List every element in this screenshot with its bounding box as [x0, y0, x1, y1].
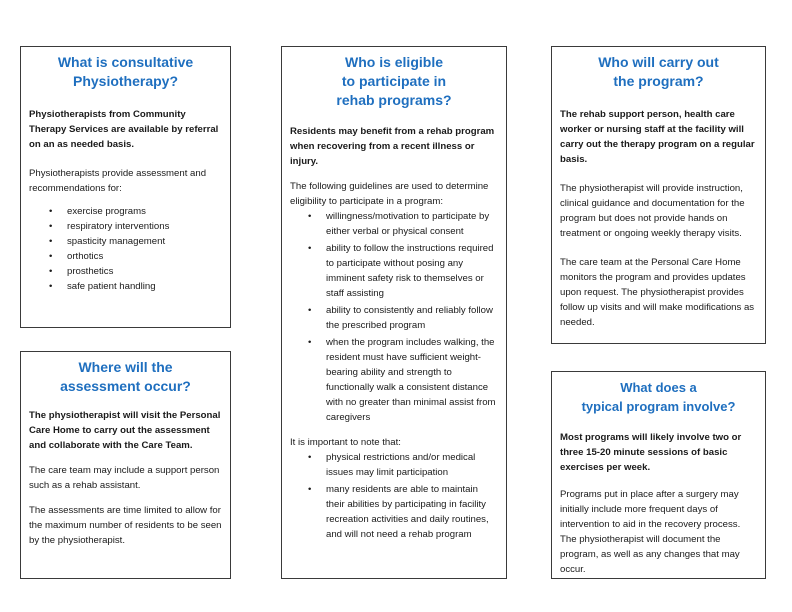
- title-line: Who will carry out: [598, 54, 719, 70]
- paragraph: The following guidelines are used to determine eligibility to participate in a program:: [290, 181, 489, 207]
- list-item: • spasticity management: [29, 234, 222, 249]
- list-item: • exercise programs: [29, 204, 222, 219]
- services-list: [29, 204, 222, 294]
- intro-bold: The physiotherapist will visit the Personal Care Home to carry out the assessment and collaborate with the Care Team.: [29, 410, 221, 451]
- notes-list: [290, 450, 498, 542]
- panel-who-carries-out: [551, 46, 766, 344]
- paragraph: Programs put in place after a surgery may initially include more frequent days of intervention to aid in the recovery process. The physiotherapist will document the program, as well as any changes that may occur.: [560, 489, 741, 575]
- intro-bold: Residents may benefit from a rehab program when recovering from a recent illness or injury.: [290, 126, 495, 167]
- paragraph: The care team at the Personal Care Home monitors the program and provides updates upon request. The physiotherapist provides follow up visits and will make modifications as needed.: [560, 257, 755, 328]
- intro-paragraph: Physiotherapists provide assessment and recommendations for:: [29, 168, 207, 194]
- panel-title: [282, 53, 506, 110]
- list-item: • ability to follow the instructions required to participate without posing any imminent safety risk to themselves or staff assisting: [290, 241, 498, 301]
- title-line: Where will the: [78, 359, 173, 375]
- list-item: • respiratory interventions: [29, 219, 222, 234]
- title-line: the program?: [613, 73, 704, 89]
- paragraph: The care team may include a support person such as a rehab assistant.: [29, 465, 220, 491]
- title-line: Who is eligible: [344, 54, 443, 70]
- intro-bold: Physiotherapists from Community Therapy Services are available by referral on an as needed basis.: [29, 109, 219, 150]
- intro-bold: The rehab support person, health care worker or nursing staff at the facility will carry out the therapy program on a regular basis.: [560, 109, 755, 165]
- title-line: What does a: [620, 380, 697, 395]
- panel-what-is-physiotherapy: [20, 46, 231, 328]
- panel-typical-program: [551, 371, 766, 579]
- title-line: rehab programs?: [336, 92, 452, 108]
- paragraph: The assessments are time limited to allow for the maximum number of residents to be seen by the physiotherapist.: [29, 505, 222, 546]
- title-line: typical program involve?: [581, 399, 736, 414]
- panel-title: [21, 358, 230, 396]
- list-item: • orthotics: [29, 249, 222, 264]
- panel-where-assessment: [20, 351, 231, 579]
- intro-bold: Most programs will likely involve two or three 15-20 minute sessions of basic exercises per week.: [560, 432, 742, 473]
- list-item: • prosthetics: [29, 264, 222, 279]
- list-item: • many residents are able to maintain their abilities by participating in facility recreation activities and daily routines, and will not need a rehab program: [290, 482, 498, 542]
- panel-title: [552, 53, 765, 91]
- paragraph: The physiotherapist will provide instruction, clinical guidance and documentation for the program but does not provide hands on treatment or ongoing weekly therapy visits.: [560, 183, 745, 239]
- title-line: Physiotherapy?: [72, 73, 179, 89]
- panel-who-is-eligible: [281, 46, 507, 579]
- title-line: to participate in: [341, 73, 447, 89]
- list-item: • willingness/motivation to participate by either verbal or physical consent: [290, 209, 498, 239]
- panel-title: [552, 378, 765, 416]
- list-item: • ability to consistently and reliably follow the prescribed program: [290, 303, 498, 333]
- eligibility-list: [290, 209, 498, 425]
- list-item: • safe patient handling: [29, 279, 222, 294]
- title-line: What is consultative: [57, 54, 194, 70]
- paragraph: It is important to note that:: [290, 437, 401, 448]
- list-item: • when the program includes walking, the resident must have sufficient weight-bearing ability and strength to functionally walk a consistent distance with no greater than minimal assist from caregivers: [290, 335, 498, 425]
- list-item: • physical restrictions and/or medical issues may limit participation: [290, 450, 498, 480]
- panel-title: [21, 53, 230, 91]
- title-line: assessment occur?: [60, 378, 191, 394]
